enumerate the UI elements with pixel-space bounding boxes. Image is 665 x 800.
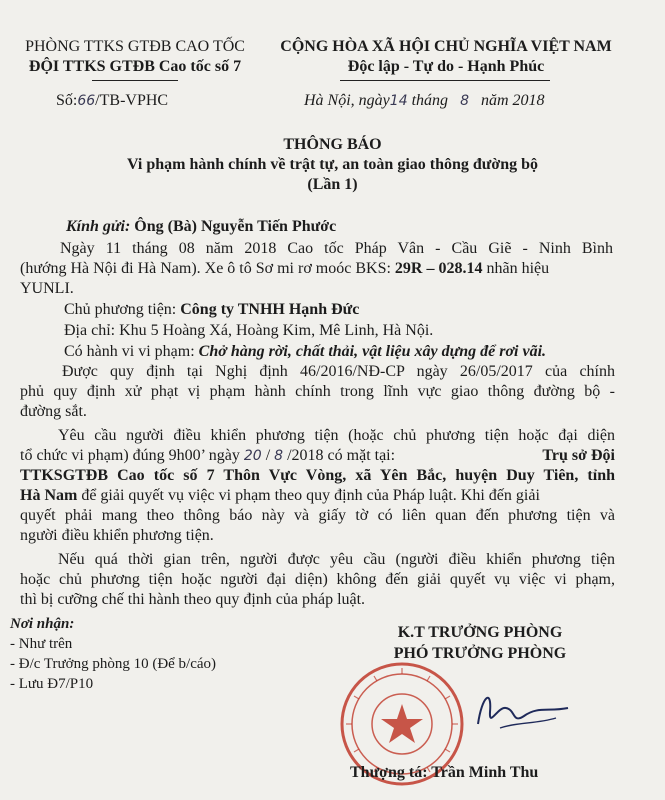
agency-underline — [92, 80, 178, 81]
para1-line3: YUNLI. — [20, 280, 74, 297]
para2-line2: phủ quy định xử phạt vị phạm hành chính trong lĩnh vực giao thông đường bộ - — [20, 383, 615, 400]
para4-line2: hoặc chủ phương tiện hoặc người đại diện) không đến giải quyết vụ việc vi phạm, — [20, 571, 615, 588]
owner-value: Công ty TNHH Hạnh Đức — [180, 301, 360, 318]
recipients-title: Nơi nhận: — [10, 616, 75, 632]
office-label: Trụ sở Đội — [542, 447, 615, 464]
para2-line3: đường sắt. — [20, 403, 87, 420]
issue-date — [304, 90, 545, 112]
signature-line-2: PHÓ TRƯỞNG PHÒNG — [393, 645, 567, 662]
document-number — [56, 90, 168, 112]
para3-purpose: để giải quyết vụ việc vi phạm theo quy định của Pháp luật. Khi đến giải — [81, 487, 540, 504]
recipient-item: - Như trên — [10, 636, 73, 652]
para3-line5: quyết phải mang theo thông báo này và giấy tờ có liên quan đến phương tiện và — [20, 507, 615, 524]
para3-time: tổ chức vi phạm) đúng 9h00’ ngày — [20, 447, 240, 464]
violation — [64, 341, 546, 363]
number-suffix: /TB-VPHC — [95, 92, 169, 109]
date-month-handwritten: 8 — [460, 93, 469, 109]
recipient-item: - Lưu Đ7/P10 — [10, 676, 94, 692]
notice-subtitle: Vi phạm hành chính về trật tự, an toàn giao thông đường bộ — [126, 156, 539, 173]
appointment-sep: / — [265, 447, 271, 464]
date-month-label: tháng — [411, 92, 449, 109]
agency-line-2: ĐỘI TTKS GTĐB Cao tốc số 7 — [28, 58, 242, 75]
para1-line2 — [20, 258, 549, 280]
nation-line-2: Độc lập - Tự do - Hạnh Phúc — [347, 58, 545, 75]
violation-label: Có hành vi vi phạm: — [64, 343, 195, 360]
para3-line6: người điều khiển phương tiện. — [20, 527, 214, 544]
para1-vehicle: (hướng Hà Nội đi Hà Nam). Xe ô tô Sơ mi rơ moóc BKS: — [20, 260, 391, 277]
address: Địa chỉ: Khu 5 Hoàng Xá, Hoàng Kim, Mê Linh, Hà Nội. — [64, 322, 434, 339]
appointment-year: /2018 có mặt tại: — [287, 447, 396, 464]
plate-number: 29R – 028.14 — [394, 260, 483, 277]
para3-line3: TTKSGTĐB Cao tốc số 7 Thôn Vực Vòng, xã Yên Bắc, huyện Duy Tiên, tỉnh — [20, 467, 615, 484]
para3-line2 — [20, 445, 615, 467]
para1-brand-label: nhãn hiệu — [486, 260, 550, 277]
para2-line1: Được quy định tại Nghị định 46/2016/NĐ-CP ngày 26/05/2017 của chính — [62, 363, 615, 380]
notice-round: (Lần 1) — [307, 176, 358, 193]
nation-line-1: CỘNG HÒA XÃ HỘI CHỦ NGHĨA VIỆT NAM — [280, 38, 612, 55]
appointment-day-handwritten: 20 — [243, 448, 262, 464]
owner — [64, 299, 359, 321]
para3-line4 — [20, 485, 540, 507]
greeting — [66, 216, 336, 238]
greeting-name: Ông (Bà) Nguyễn Tiến Phước — [134, 218, 337, 235]
signer-name: Thượng tá: Trần Minh Thu — [350, 764, 539, 781]
violation-value: Chở hàng rời, chất thải, vật liệu xây dựng để rơi vãi. — [198, 343, 547, 360]
para3-line1: Yêu cầu người điều khiển phương tiện (hoặc chủ phương tiện hoặc đại diện — [58, 427, 615, 444]
owner-label: Chủ phương tiện: — [64, 301, 177, 318]
para1-line1: Ngày 11 tháng 08 năm 2018 Cao tốc Pháp Vân - Cầu Giẽ - Ninh Bình — [60, 240, 613, 257]
appointment-month-handwritten: 8 — [274, 448, 284, 464]
greeting-label: Kính gửi: — [66, 218, 131, 235]
signature-line-1: K.T TRƯỞNG PHÒNG — [397, 624, 563, 641]
date-day-handwritten: 14 — [389, 93, 408, 109]
agency-line-1: PHÒNG TTKS GTĐB CAO TỐC — [25, 38, 245, 55]
number-handwritten: 66 — [77, 93, 96, 109]
nation-underline — [340, 80, 550, 81]
recipient-item: - Đ/c Trưởng phòng 10 (Để b/cáo) — [10, 656, 217, 672]
date-prefix: Hà Nội, ngày — [304, 92, 390, 109]
para4-line1: Nếu quá thời gian trên, người được yêu cầu (người điều khiển phương tiện — [58, 551, 615, 568]
province: Hà Nam — [20, 487, 78, 504]
number-prefix: Số: — [56, 92, 78, 109]
date-year: năm 2018 — [480, 92, 545, 109]
para4-line3: thì bị cưỡng chế thi hành theo quy định của pháp luật. — [20, 591, 366, 608]
handwritten-signature — [460, 682, 580, 742]
notice-title: THÔNG BÁO — [283, 136, 382, 153]
